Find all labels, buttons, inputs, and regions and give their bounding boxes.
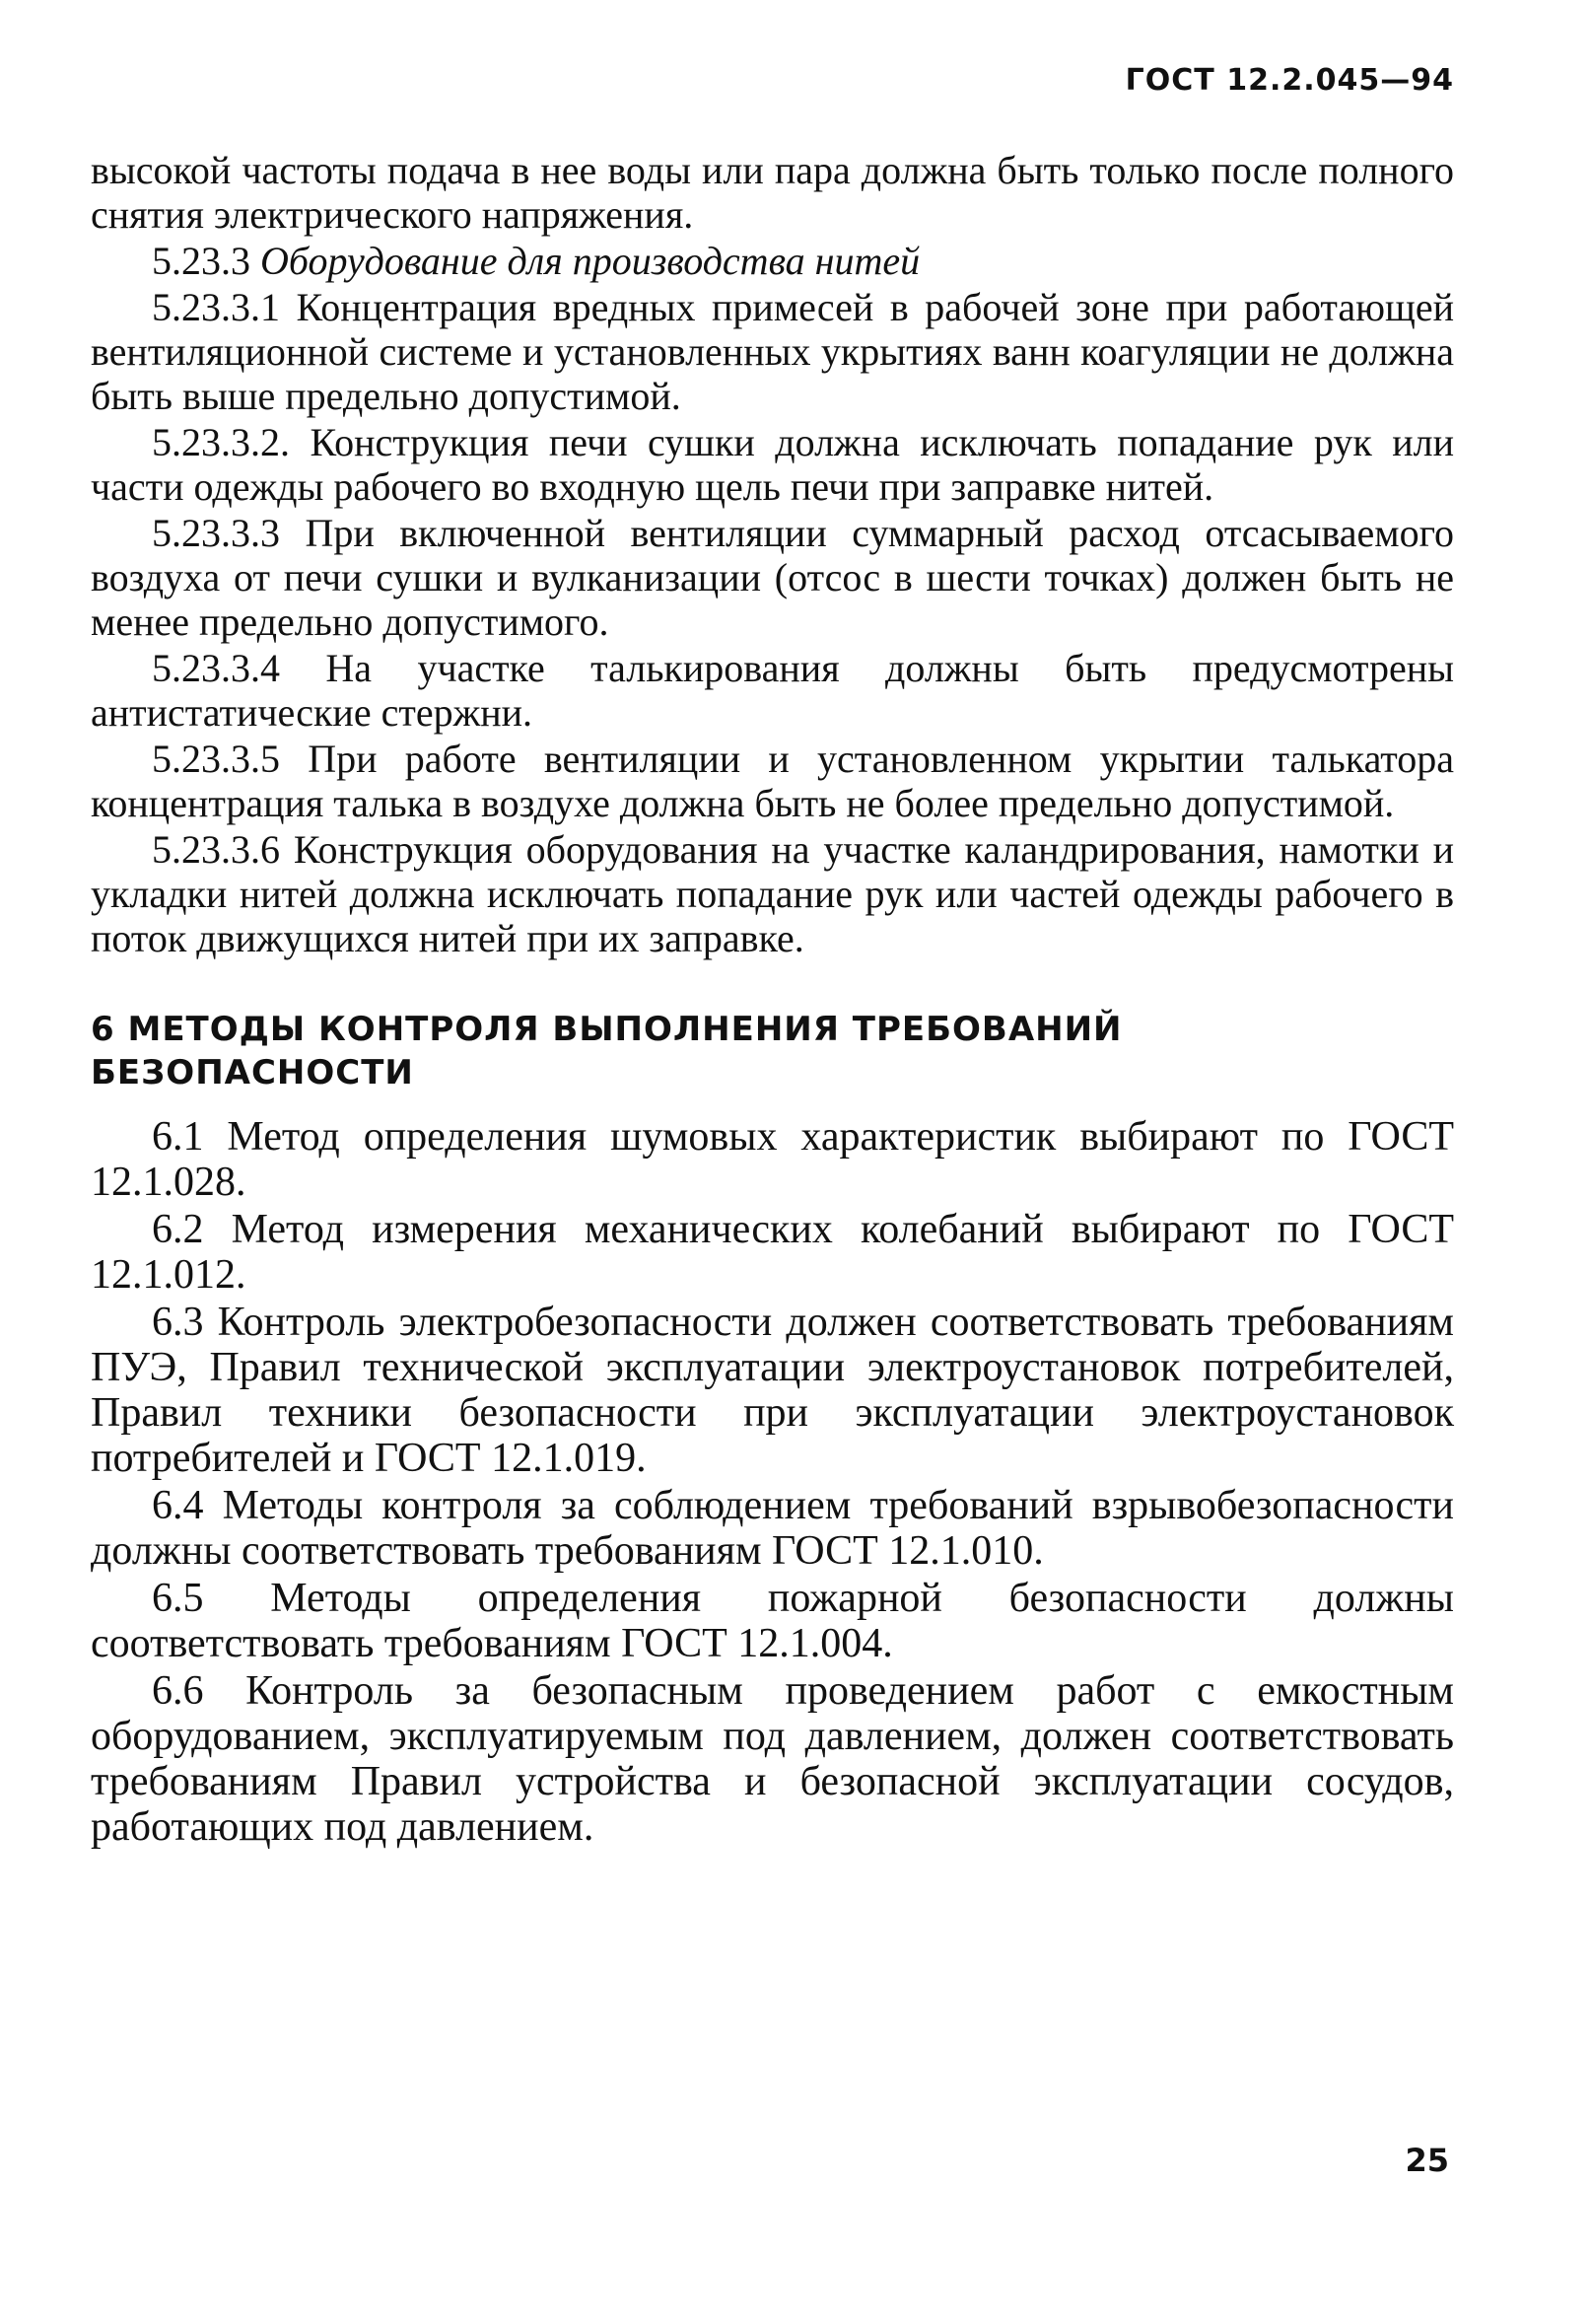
document-code-header: ГОСТ 12.2.045—94 (1125, 63, 1454, 98)
page-content (91, 148, 1454, 1852)
clause-6-3: 6.3 Контроль электробезопасности должен соответствовать требованиям ПУЭ, Правил технической эксплуатации электроустановок потребителей, Правил техники безопасности при эксплуатации электроустановок потребителей и ГОСТ 12.1.019. (91, 1300, 1454, 1481)
page-number: 25 (1405, 2142, 1449, 2179)
clause-5-23-3-6: 5.23.3.6 Конструкция оборудования на участке каландрирования, намотки и укладки нитей должна исключать попадание рук или частей одежды рабочего в поток движущихся нитей при их заправке. (91, 827, 1454, 960)
clause-5-23-3-3: 5.23.3.3 При включенной вентиляции суммарный расход отсасываемого воздуха от печи сушки и вулканизации (отсос в шести точках) должен быть не менее предельно допустимого. (91, 511, 1454, 644)
clause-6-5: 6.5 Методы определения пожарной безопасности должны соответствовать требованиям ГОСТ 12.1.004. (91, 1576, 1454, 1666)
subsection-title: Оборудование для производства нитей (260, 239, 921, 283)
clause-5-23-3-2: 5.23.3.2. Конструкция печи сушки должна исключать попадание рук или части одежды рабочего во входную щель печи при заправке нитей. (91, 420, 1454, 509)
subsection-heading-5-23-3 (91, 239, 1454, 283)
clause-5-23-3-4: 5.23.3.4 На участке талькирования должны быть предусмотрены антистатические стержни. (91, 646, 1454, 735)
clause-5-23-3-5: 5.23.3.5 При работе вентиляции и установленном укрытии талькатора концентрация талька в воздухе должна быть не более предельно допустимой. (91, 737, 1454, 825)
clause-6-6: 6.6 Контроль за безопасным проведением работ с емкостным оборудованием, эксплуатируемым под давлением, должен соответствовать требованиям Правил устройства и безопасной эксплуатации сосудов, работающих под давлением. (91, 1668, 1454, 1850)
subsection-number: 5.23.3 (152, 239, 250, 283)
clause-5-23-3-1: 5.23.3.1 Концентрация вредных примесей в рабочей зоне при работающей вентиляционной системе и установленных укрытиях ванн коагуляции не должна быть выше предельно допустимой. (91, 285, 1454, 418)
section-6-body (91, 1114, 1454, 1850)
section-6-heading: 6 МЕТОДЫ КОНТРОЛЯ ВЫПОЛНЕНИЯ ТРЕБОВАНИЙ БЕЗОПАСНОСТИ (91, 1010, 1123, 1092)
clause-6-2: 6.2 Метод измерения механических колебаний выбирают по ГОСТ 12.1.012. (91, 1207, 1454, 1298)
continuation-paragraph: высокой частоты подача в нее воды или пара должна быть только после полного снятия электрического напряжения. (91, 148, 1454, 237)
clause-6-4: 6.4 Методы контроля за соблюдением требований взрывобезопасности должны соответствовать требованиям ГОСТ 12.1.010. (91, 1483, 1454, 1574)
clause-6-1: 6.1 Метод определения шумовых характеристик выбирают по ГОСТ 12.1.028. (91, 1114, 1454, 1205)
